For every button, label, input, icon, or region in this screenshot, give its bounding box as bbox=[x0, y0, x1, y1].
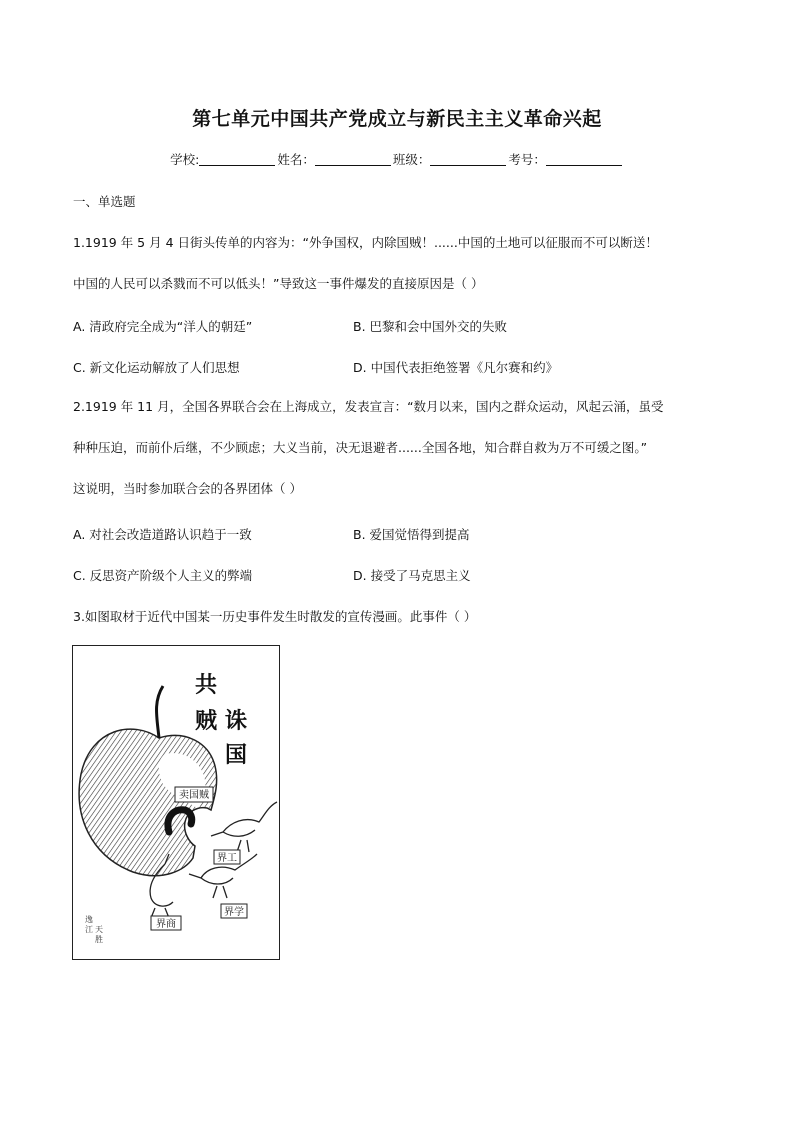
svg-text:逸: 逸 bbox=[85, 915, 93, 924]
question-3 bbox=[73, 596, 733, 637]
class-blank[interactable] bbox=[430, 153, 506, 166]
apple-stem bbox=[157, 686, 164, 738]
label-worm: 卖国贼 bbox=[179, 790, 209, 801]
school-blank[interactable] bbox=[199, 153, 275, 166]
option-a[interactable]: A. 对社会改造道路认识趋于一致 bbox=[73, 527, 252, 542]
question-line: 3.如图取材于近代中国某一历史事件发生时散发的宣传漫画。此事件（ ） bbox=[73, 609, 477, 624]
option-d[interactable]: D. 中国代表拒绝签署《凡尔赛和约》 bbox=[353, 360, 559, 375]
calligraphy-line-3: 国 bbox=[225, 742, 248, 768]
cartoon-drawing bbox=[73, 646, 278, 958]
option-b[interactable]: B. 巴黎和会中国外交的失败 bbox=[353, 319, 508, 334]
section-heading: 一、单选题 bbox=[73, 194, 136, 209]
bird-worker bbox=[211, 802, 277, 852]
svg-text:江: 江 bbox=[85, 925, 93, 934]
question-2 bbox=[73, 386, 733, 509]
option-c[interactable]: C. 新文化运动解放了人们思想 bbox=[73, 360, 240, 375]
calligraphy-line-1 bbox=[195, 672, 217, 698]
question-1 bbox=[73, 222, 733, 304]
option-a[interactable]: A. 清政府完全成为“洋人的朝廷” bbox=[73, 319, 253, 334]
option-d[interactable]: D. 接受了马克思主义 bbox=[353, 568, 471, 583]
option-c[interactable]: C. 反思资产阶级个人主义的弊端 bbox=[73, 568, 253, 583]
question-2-options-row-1 bbox=[73, 525, 733, 545]
calligraphy-char: 共 bbox=[195, 672, 218, 698]
propaganda-cartoon bbox=[72, 645, 280, 960]
option-b[interactable]: B. 爱国觉悟得到提高 bbox=[353, 527, 470, 542]
question-1-options-row-1 bbox=[73, 317, 733, 337]
exam-no-blank[interactable] bbox=[546, 153, 622, 166]
page-title: 第七单元中国共产党成立与新民主主义革命兴起 bbox=[192, 108, 602, 130]
class-label: 班级： bbox=[392, 152, 431, 167]
label-worker: 界工 bbox=[217, 853, 237, 864]
svg-text:天: 天 bbox=[95, 925, 103, 934]
artist-signature bbox=[85, 914, 103, 944]
question-1-options-row-2 bbox=[73, 358, 733, 378]
name-label: 姓名： bbox=[277, 152, 315, 167]
svg-text:胜: 胜 bbox=[95, 935, 103, 944]
question-2-options-row-2 bbox=[73, 566, 733, 586]
name-blank[interactable] bbox=[315, 153, 391, 166]
question-line: 1.1919 年 5 月 4 日街头传单的内容为：“外争国权，内除国贼！......中国的土地可以征服而不可以断送！ bbox=[73, 235, 658, 250]
student-info-line bbox=[0, 150, 794, 168]
calligraphy-line-2: 诛 bbox=[225, 708, 248, 734]
question-line: 种种压迫，而前仆后继，不少顾虑；大义当前，决无退避者......全国各地，知合群自救为万不可缓之图。” bbox=[73, 440, 648, 455]
label-student: 界学 bbox=[224, 907, 244, 918]
question-line: 这说明，当时参加联合会的各界团体（ ） bbox=[73, 481, 302, 496]
question-line: 中国的人民可以杀戮而不可以低头！”导致这一事件爆发的直接原因是（ ） bbox=[73, 276, 484, 291]
question-line: 2.1919 年 11 月，全国各界联合会在上海成立，发表宣言：“数月以来，国内之群众运动，风起云涌，虽受 bbox=[73, 399, 664, 414]
school-label: 学校: bbox=[170, 152, 200, 167]
exam-no-label: 考号： bbox=[508, 152, 546, 167]
calligraphy-line-4: 贼 bbox=[195, 708, 218, 734]
label-merchant: 界商 bbox=[156, 919, 176, 930]
